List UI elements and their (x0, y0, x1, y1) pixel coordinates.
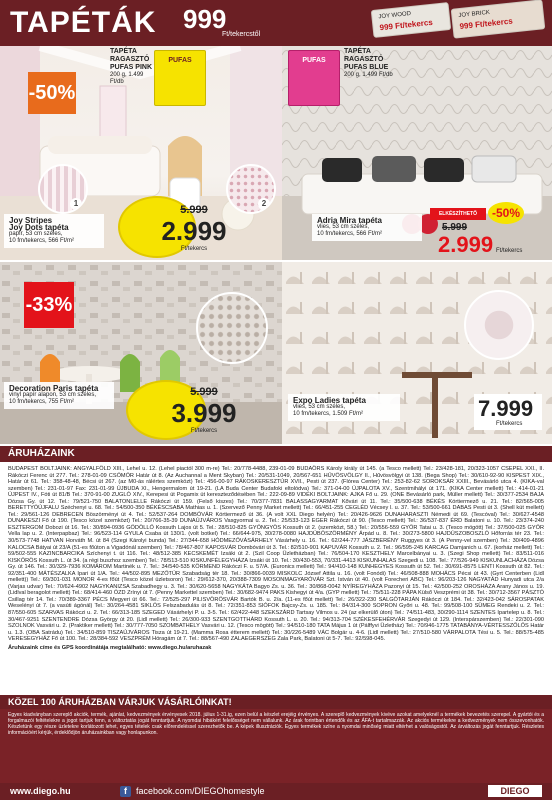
product-label-paris (4, 382, 114, 409)
swatch-joy-dots (226, 164, 276, 214)
product-spec: vlies, 53 cm széles, (317, 224, 370, 230)
facebook-icon: f (120, 786, 131, 797)
glue-pink-price: 200 g, 1.499 Ft/db (110, 72, 144, 85)
discount-badge: -33% (24, 282, 74, 328)
glue-blue-info (344, 48, 398, 79)
discount-badge: -50% (28, 72, 76, 114)
panel-expo (282, 262, 552, 444)
website-link[interactable]: www.diego.hu (10, 786, 71, 796)
new-price: 2.999 (161, 216, 227, 246)
swatch-joy-stripes (38, 164, 88, 214)
new-price: 3.999 (171, 398, 237, 428)
stores-text: BUDAPEST BOLTJAINK: ANGYALFÖLD XIII., Lehel u. 12. (Lehel piactól 300 m-re) Tel.: 20/778-4488, 239-01-09 BUDAÖRS Károly király út 145. (a Tesco mellett) Tel.: 23/428-181, 20/323-1057 CSEPEL XXI., II. Rákóczi Ferenc út 277. Tel.: 278-01-09 CSÖMÖR Határ út 8. (Az Auchannal a Ment Skyban) Tel.: 20/531-1049, 20/567-651 HŰVÖSVÖLGY II., Hűvösvölgyi út 138. (Bega Shop) Tel.: 30/610-92-90 KISPEST XIX., Határ út 61. Tel.: 358-48-48, Bécsi út 267. (az M0-ás rálértes szemközt) Tel.: 456-00-97 RÁKOSKERESZTÚR XVII., Pesti út 237. (Flórea Center) Tel.: 253-82-62 SOROKSÁR XXIII., Bevásárló utca 4. (KIKA-val szemben) Tel.: 231-01-97 Fax: 231-01-99 ÚJBUDA XI., Hengermalom út 19-21. (LA Buda Center Budafoki eltolódva) Tel.: 371-04-00 ÚJPALOTA XV., Szentmihályi út 171. (KIKA Center mellett) Tel.: 414-01-21 ÚJPEST IV., Fóti út 81/B Tel.: 370-91-00 ZUGLÓ XIV., Kerepesi út Pogamix út kereszteződésében Tel.: 222-09-89 VIDÉKI BOLTJAINK: AJKA Fő u. 29. (ONE Bevásárló park, Müller mellett) Tel.: 30/377-2534 BAJA Dózsa Gy. út 12. Tel.: 79/521-750 BALATONLELLE Rákóczi út 159. (Felső kiszes) Tel.: 70/377-7831 BALASSAGYARMAT Kővári út 11. Tel.: 35/500-638 BÉKÉS Kórtiermező u. 21. Tel.: 82/565-005 BERETTYÓÚJFALU Széchenyi u. 68. Tel.: 54/500-350 BÉKÉSCSABA Mathias u. 1. (Szervező Penny Market mellett) Tel.: 66/451-255 CEGLÉD Vécsey l. u. 37. Tel.: 53/500-661 DABAS Pesti út 3. (Shell kút mellett) Tel.: 29/561-126 DEBRECEN Böszörményi út 4. Tel.: 52/537-264 DOMBÓVÁR Kórtiermező út 36. (A volt XXL Diego helyén) Tel.: 20/426-9626 DUNAHARASZTI Némedi út 69. (Tescóval) Tel.: 30/627-4548 DUNAKESZI Fő út 190. (Tesco közel szemközt) Tel.: 20/766-35-39 DUNAÚJVÁROS Vasgyormal u. 2. Tel.: 25/533-123 EGER Rákóczi út 90. (Tesco mellett) Tel.: 36/537-837 ÉRD Balatoni u. 10. Tel.: 23/374-240 ESZTERGOM Dobozi út 16. Tel.: 30/894-0936 GÖDÖLLŐ Kossuth Lajos út 5. Tel.: 28/510-825 GYÖNGYÖS Kossuth út 2. (szemközt, 58.) Tel.: 20/556-559 GYŐR Tatai u. 3. (Tesco mögött) Tel.: 37/500-025 GYŐR Vella lap u. 2. (Interpapbaz) Tel.: 96/523-114 GYULA Csaba út 130/1. (volt botkel) Tel.: 66/644-975, 30/278-0080 HAJDÚBÖSZÖRMÉNY Árpád u. 8. Tel.: 30/273-5800 HAJDÚSZOBOSZLÓ Hőforrás tér 23. Tel.: 30/573-7748 HATVAN Horváth M. út 84 (Szegi Károlyi bunda) Tel.: 27/344-658 HÓDMEZŐVÁSÁRHELY Vásárhely u. 16. Tel.: 62/244-777 JÁSZBERÉNY Ruggyes út 3. (A Penny-vel szemben) Tel.: 30/409-4896 KALOCSA Bátyai út 23/A (51-es főúton a Vigadónál szemben) Tel.: 78/467-807 KAPOSVÁR Dombóvári út 3. Tel.: 82/510-901 KAPUVÁR Kossuth u. 2. Tel.: 96/595-245 KARCAG Damjanich u. 67. (korház mellett) Tel.: 59/502-555 KAZINCBARCIKA Szíchenyi t. út 116. Tel.: 48/512-385 KECSKEMÉT Izsáki út 2. (Szil Coop Üzletházban) Tel.: 76/504-170 KESZTHELY Marcelbányai u. 3. (Szegi Shop mellett) Tel.: 83/511-016 KISKŐRÖS Kossuth L. út 34. (a régi buszhoz szemben) Tel.: 78/513-510 KISKUNFÉLEGYHÁZA Izsáki út 10. Tel.: 30/430-553, 70/331-4413 KISKUNHALAS Szegedi u. 108. Tel.: 77/526-949 KISKUNLACHÁZA Dózsa Gy. út 146. Tel.: 30/329-7936 KOMÁROM Martinék u. 7. Tel.: 34/540-535 KÖRMEND Rákóczi F. u. 57/A. (Euronics mellett) Tel.: 94/410-148 KUNHEGYES Kossuth út 52. Tel.: 30/691-8575 LENTI Kossuth út 82. Tel.: 92/351-400 MÁTÉSZALKA Ipari út 1/A. Tel.: 44/502-895 MEZŐTÚR Szabadság tér 18. Tel.: 30/866-0039 MISKOLC József Attila u. 16. (volt Fonódi) Tel.: 46/508-888 MOHÁCS Pécsi út 43. (Gyrt Centerben (Lidl mellett)) Tel.: 69/301-031 MONOR 4-es főút (Tesco közel üzletsoron) Tel.: 29/612-370, 20/388-7309 MOSONMAGYARÓVÁR Szt. István út 40. (volt Forecheri ABC) Tel.: 96/203-126 NAGYATÁD Hunyadi utca 2/a (Varjas udvar) Tel.: 70/624-4902 NAGYKANIZSA Szabadhegy u. 3. Tel.: 30/620-5658 NAGYKÁTA Bagyo Zs. u. 36. Tel.: 30/868-0042 NYÍREGYHÁZA Pazonyi út 15. Tel.: 42/500-252 OROSHÁZA Arany János u. 19. (Lidlval beragolot mellett) Tel.: 68/414-460 ÓZD Zrínyi út 7. (Penny Markettel szemben) Tel.: 30/682-9474 PAKS Kishegyi út 4/a. (GYP mellett) Tel.: 75/511-228 PÁPA Külső Veszprémi út 38. Tel.: 30/712-3567 PÁSZTÓ Csillag tér 14. Tel.: 70/389-3367 PÉCS Megyeri út 66. Tel.: 72/525-297 PILISVÖRÖSVÁR Bartók B. u. 2/a. (11-es főút mellett) Tel.: 26/322-230 SALGÓTARJÁN Rákóczi út 184. Tel.: 32/423-042 SÁROSPATAK Weselényi út 7. (a vasúti ágónál) Tel.: 30/264-4581 SIKLÓS Felszabadulás út 8. Tel.: 72/351-853 SIÓFOK Bajcsy-Zs. u. 185. Tel.: 84/314-300 SOPRON Győri u. 48. Tel.: 99/508-100 SÜMEG Rendeki u. 2. Tel.: 87/550-605 SZARVAS Rákóczi u. 2. Tel.: 66/313-185 SZEGED Vásárhelyi P. u. 3-5. Tel.: 62/422-448 SZEKSZÁRD Tartsay Vilmos u. 24 (az elkerülő úton) Tel.: 74/511-483, 30/290-1114 SZENTES Ipartelep u. 8. Tel.: 30/467-9251 SZENTENDRE Dózsa György út 20. (Lidl mellett) Tel.: 26/300-933 SZENTGOTTHÁRD Kossuth L. u. 20. Tel.: 94/313-704 SZÉKESFEHÉRVÁR Szegedyi út 129. (Interspárszemben) Tel.: 22/301-090 SZOLNOK Vasvári u. 2. (Praktiker mellett) Tel.: 30/777-7050 SZOMBATHELY Vasvári u. 12. (Tesco mögött) Tel.: 94/510-180 TATA Május 1 út (Pálffyvi Üzletház) Tel.: 70/946-1775 TATABÁNYA-VÉRTESSZŐLŐS Határ u. 1.3. (OBA Satrádu) Tel.: 34/510-859 TISZAÚJVÁROS Tisza út 19-21. (Mamma Rosa étterem mellett) Tel.: 30/226-5489 VÁC Bolgár u. 4-6. (Lidl mellett) Tel.: 27/510-580 VÁRPALOTA Tési u. 5. Tel.: 88/575-485 VERESEGYHÁZ Fő út 100. Tel.: 28/384-592 VESZPRÉM Hóragám út 7. Tel.: 88/567-490 ZALAEGERSZEG Zala Park, Balatoni út 5-7. Tel.: 92/598-045. (8, 466, 544, 643)
product-label-expo (288, 394, 400, 421)
footer-heading: KÖZEL 100 ÁRUHÁZBAN VÁRJUK VÁSÁRLÓINKAT! (8, 697, 232, 707)
bottom-bar (0, 783, 552, 800)
product-spec: papír, 53 cm széles, (9, 231, 63, 237)
roll-price: 999 Ft/tekercs (379, 17, 434, 33)
old-price: 5.999 (180, 204, 208, 216)
product-label-joy (4, 214, 104, 248)
price-unit: Ft/tekercs (496, 248, 523, 254)
discount-badge: -50% (488, 202, 524, 224)
old-price: 5.999 (190, 386, 218, 398)
glue-pink-info (110, 48, 158, 86)
roll-price: 999 Ft/tekercs (459, 16, 514, 32)
stores-heading-bar (0, 446, 552, 462)
glue-box-text: PUFAS (168, 57, 192, 64)
product-name: Expo Ladies tapéta (293, 396, 366, 405)
new-price: 7.999 (478, 396, 534, 421)
roll-label: JOY WOOD (378, 10, 412, 21)
stores-list (0, 462, 552, 690)
page-title: TAPÉTÁK (10, 6, 157, 39)
new-price: 2.999 (438, 232, 494, 257)
header-price: 999 (183, 4, 227, 34)
price-tag-joy (118, 196, 227, 258)
panel-adria (282, 46, 552, 260)
panel-joy (0, 46, 282, 260)
swatch-paris (196, 292, 268, 364)
product-spec-2: 10 fm/tekercs, 755 Ft/m² (9, 399, 75, 405)
facebook-link[interactable]: facebook.com/DIEGOhomestyle (136, 786, 265, 796)
glue-blue-label: TAPÉTA RAGASZTÓ PUFAS BLUE (344, 48, 389, 71)
price-tag-paris (126, 380, 237, 440)
footer-heading-bar (0, 695, 552, 709)
product-name: Decoration Paris tapéta (9, 384, 99, 393)
swatch-number: 1 (70, 198, 82, 210)
panel-paris (0, 262, 282, 444)
product-label-adria (312, 214, 422, 241)
glue-pink-box (154, 50, 206, 106)
roll-joy-wood (371, 2, 451, 38)
price-unit: Ft/tekercs (180, 246, 208, 252)
sticker-badge: ELKÉSZÍTHETŐ (430, 208, 486, 220)
product-spec-2: 10 fm/tekercs, 566 Ft/m² (9, 238, 75, 244)
swatch-expo (464, 290, 534, 360)
header-price-unit: Ft/tekercstől (222, 31, 261, 38)
price-tag-expo (474, 394, 542, 430)
old-price: 5.999 (442, 222, 468, 233)
glue-box-text: PUFAS (302, 57, 326, 64)
glue-pink-label: TAPÉTA RAGASZTÓ PUFAS PINK (110, 48, 153, 71)
diego-logo: DIEGO (488, 785, 542, 797)
price-unit: Ft/tekercs (190, 428, 218, 434)
product-spec-2: 10 fm/tekercs, 566 Ft/m² (317, 231, 383, 237)
product-name: Adria Mira tapéta (317, 216, 382, 225)
roll-label: JOY BRICK (458, 9, 491, 20)
product-spec: vlies, 53 cm széles, (293, 404, 346, 410)
roll-joy-brick (451, 0, 546, 39)
gps-note[interactable]: Áruházaink címe és GPS koordinátája megtalálható: www.diego.hu/aruhazak (8, 644, 212, 651)
footer-disclaimer: Egyes kiadványban szereplő akciók, termék, ajánlat, kedvezmények érvényesek 2018. július 1-31.ig, ezen belül a készlet erejéig érvényes. A szereplő kedvezmények kivéve azokat amelyeknél a termékek bevezetés szerepel. A gyártói és a forgalmazói feltételekre a jogot tartjuk fenn, a változtatás jogát fenntartjuk. A nyomdai hibákért felelősséget nem vállalunk. Az árak forintban értendők és az ÁFA-t tartalmazzák. Az akciós termékekre a kedvezmények nem összevonhatók. Készletünk egy része üzletekre korlátozott lehet, egyes tételek csak előrendeléssel szerezhetők be. A képek illusztrációk. Egyes termékek színe a nyomdai minőség miatt eltérhet a valóságostól. Az árváltozás jogát fenntartjuk. Részletes információért kérjük, érdeklődjön áruházainkban vagy honlapunkon. (0, 709, 552, 783)
header-banner (0, 0, 552, 46)
price-unit: Ft/tekercs (496, 421, 523, 427)
stores-heading: ÁRUHÁZAINK (8, 448, 75, 459)
product-name-2: Joy Dots tapéta (9, 223, 69, 232)
product-spec: vinyl papír alapon, 53 cm széles, (9, 392, 97, 398)
glue-blue-box (288, 50, 340, 106)
glue-blue-price: 200 g, 1.499 Ft/db (344, 72, 393, 78)
product-name: Joy Stripes (9, 216, 53, 225)
product-spec-2: 10 fm/tekercs, 1.509 Ft/m² (293, 411, 364, 417)
swatch-number: 2 (258, 198, 270, 210)
